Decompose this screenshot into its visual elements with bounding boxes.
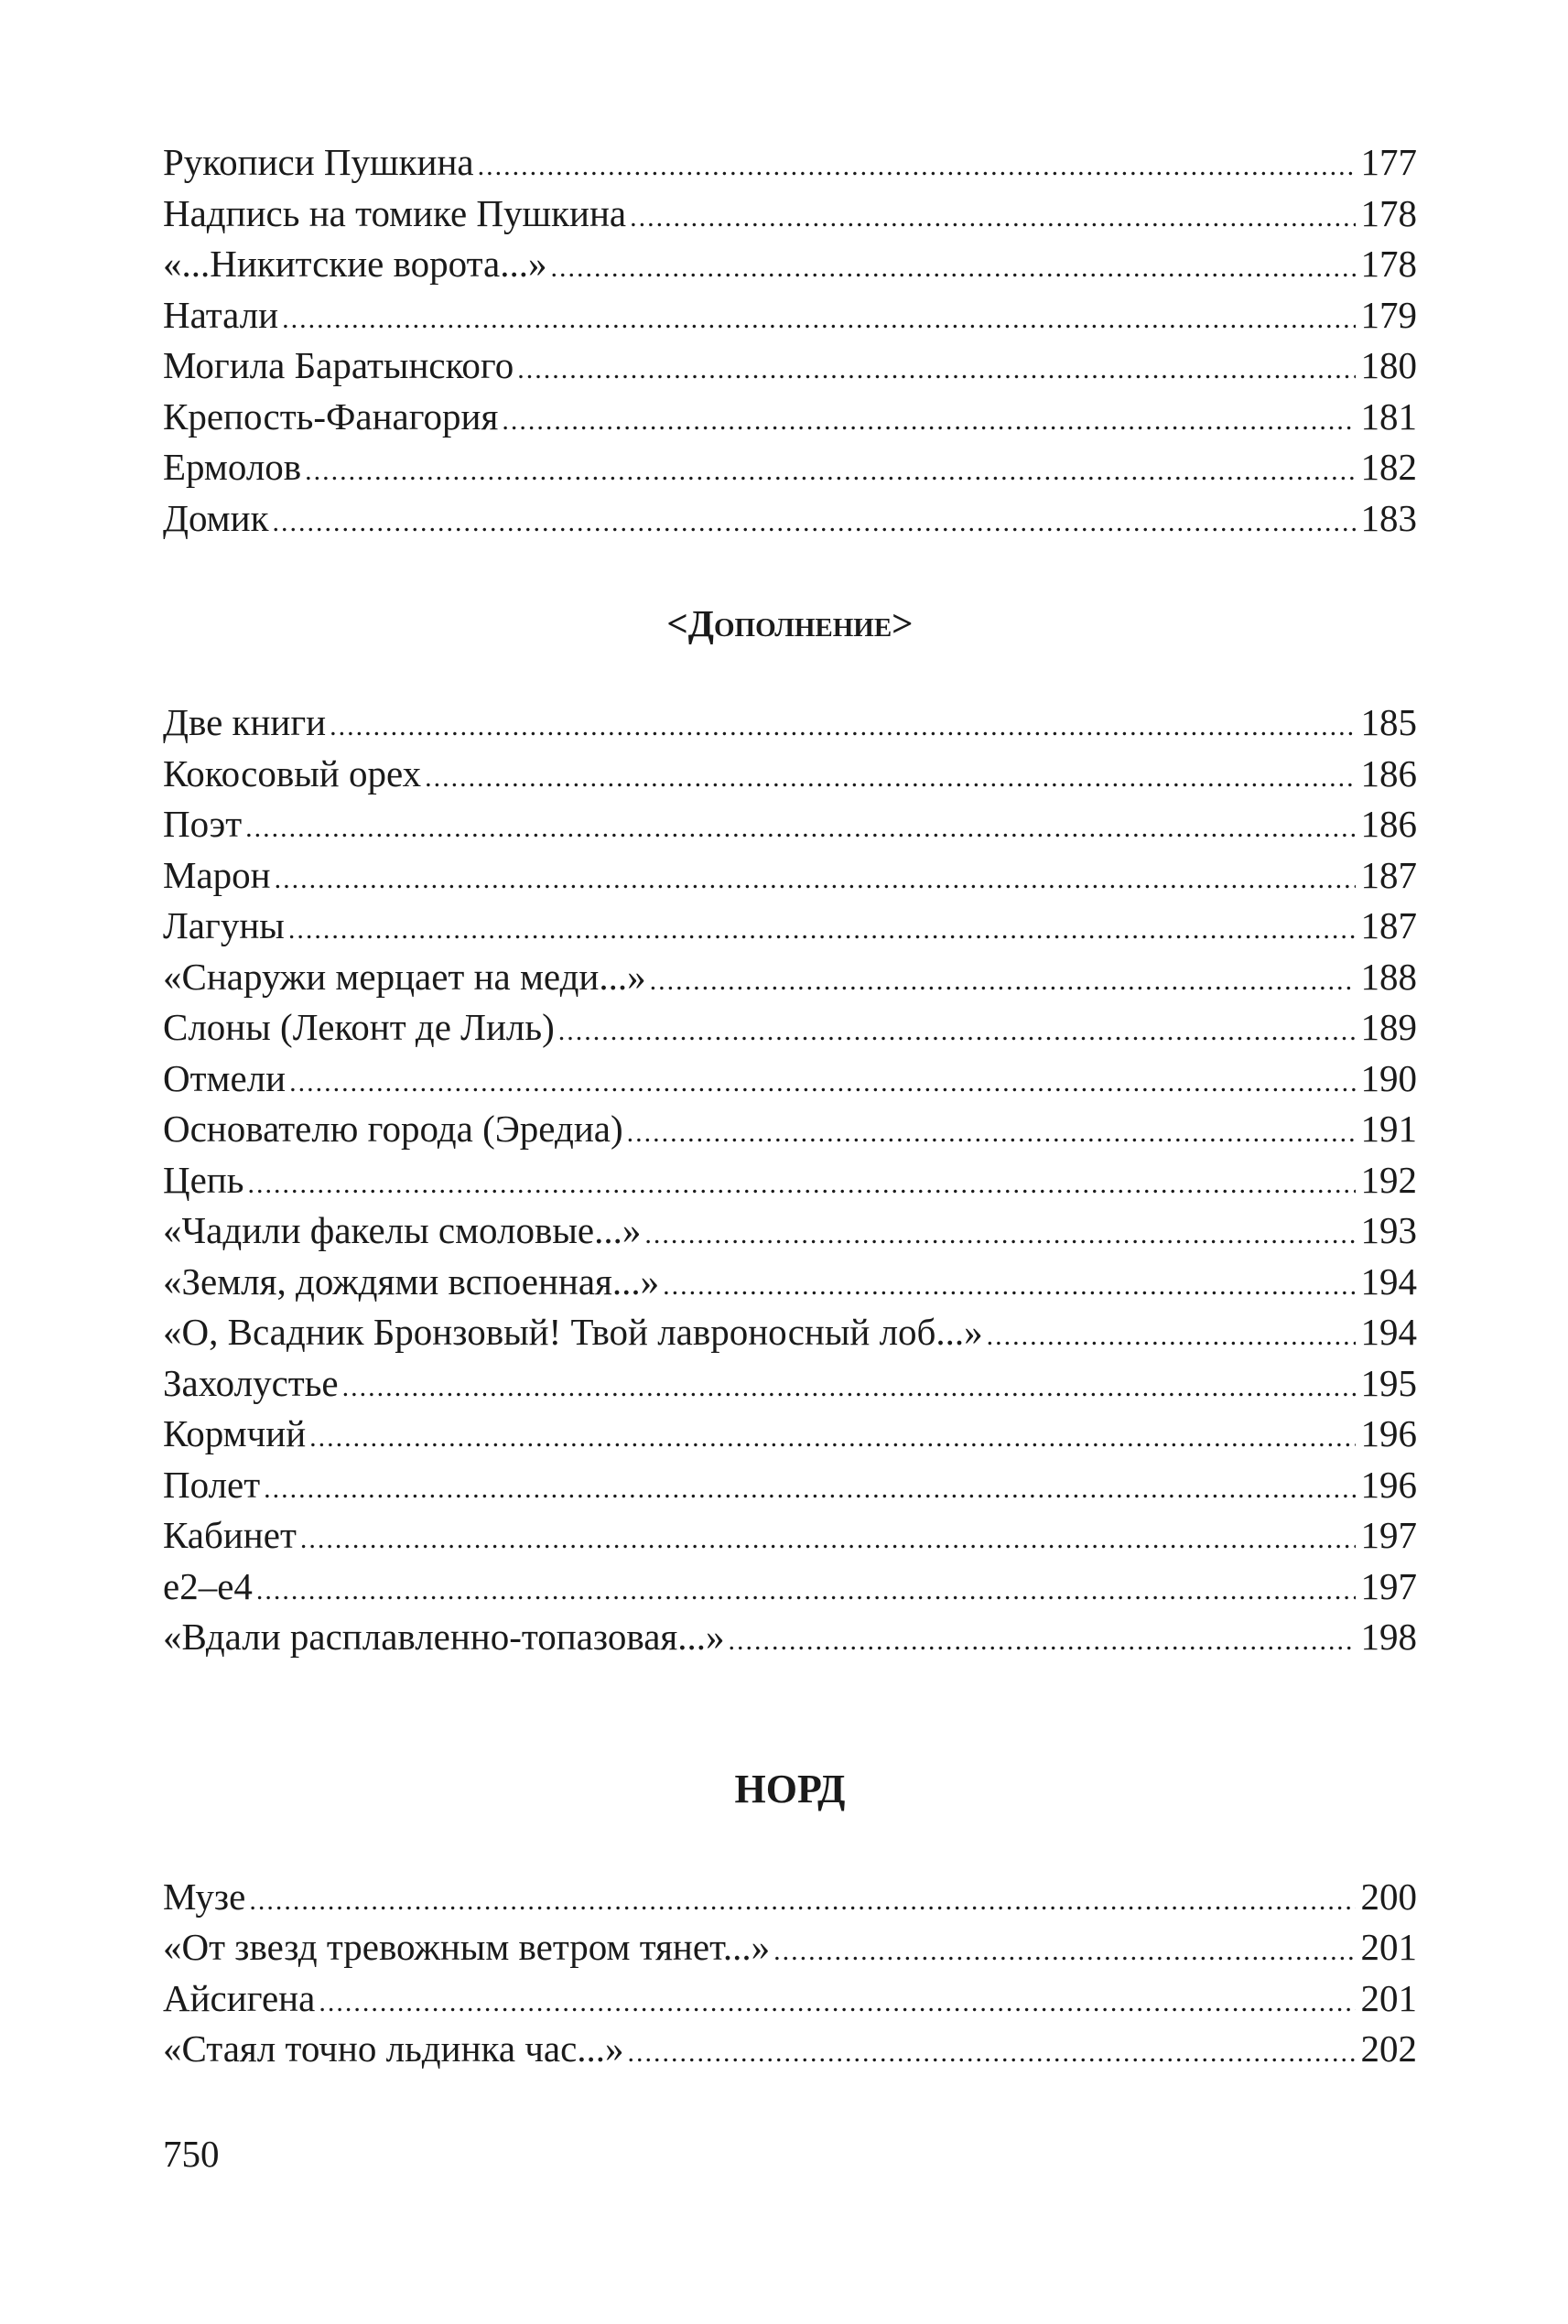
dot-leader (305, 446, 1355, 497)
toc-entry-title: Отмели (163, 1056, 287, 1099)
toc-entry-title: «Вдали расплавленно-топазовая...» (163, 1616, 725, 1658)
toc-entry-page: 193 (1360, 1209, 1417, 1251)
toc-entry-title: Домик (163, 496, 269, 539)
toc-entry-page: 186 (1360, 751, 1417, 794)
toc-entry (163, 1155, 1417, 1206)
toc-entry-title: Марон (163, 853, 271, 896)
toc-entry-title: е2–е4 (163, 1564, 253, 1607)
toc-entry-page: 196 (1360, 1412, 1417, 1454)
toc-entry-title: Цепь (163, 1158, 244, 1201)
toc-entry (163, 1409, 1417, 1460)
toc-entry-page: 185 (1360, 701, 1417, 743)
dot-leader (425, 752, 1355, 804)
toc-entry-page: 186 (1360, 803, 1417, 845)
dot-leader (773, 1926, 1355, 1977)
toc-entry (163, 1358, 1417, 1410)
page-number: 750 (163, 2133, 220, 2175)
toc-entry-page: 202 (1360, 2027, 1417, 2070)
dot-leader (342, 1362, 1356, 1413)
toc-entry-title: Основателю города (Эредиа) (163, 1108, 623, 1150)
dot-leader (309, 1412, 1355, 1464)
toc-entry-page: 191 (1360, 1108, 1417, 1150)
toc-entry-title: «...Никитские ворота...» (163, 243, 547, 285)
toc-entry-page: 192 (1360, 1158, 1417, 1201)
toc-entry-page: 179 (1360, 293, 1417, 336)
toc-section-supplement (163, 697, 1417, 1663)
toc-entry-page: 177 (1360, 141, 1417, 183)
dot-leader (245, 803, 1355, 854)
toc-entry-title: Лагуны (163, 904, 285, 946)
dot-leader (644, 1209, 1355, 1260)
dot-leader (630, 192, 1355, 243)
toc-entry (163, 2024, 1417, 2075)
toc-entry (163, 1922, 1417, 1973)
toc-entry-page: 183 (1360, 496, 1417, 539)
toc-entry (163, 952, 1417, 1003)
dot-leader (663, 1260, 1355, 1312)
toc-entry-page: 178 (1360, 191, 1417, 234)
toc-entry (163, 1205, 1417, 1257)
toc-entry-page: 187 (1360, 904, 1417, 946)
table-of-contents (163, 137, 1417, 2075)
toc-entry-title: Крепость-Фанагория (163, 395, 499, 438)
toc-entry (163, 1002, 1417, 1054)
toc-entry-page: 194 (1360, 1259, 1417, 1303)
toc-entry (163, 1307, 1417, 1358)
toc-entry-page: 190 (1360, 1056, 1417, 1099)
toc-entry-page: 180 (1360, 344, 1417, 386)
toc-entry-page: 189 (1360, 1006, 1417, 1048)
toc-entry-page: 181 (1360, 395, 1417, 438)
dot-leader (987, 1311, 1356, 1362)
toc-entry-title: Надпись на томике Пушкина (163, 191, 627, 234)
toc-entry-page: 195 (1360, 1361, 1417, 1404)
toc-entry-page: 196 (1360, 1463, 1417, 1506)
toc-entry-title: «Земля, дождями вспоенная...» (163, 1259, 660, 1303)
toc-entry-title: Натали (163, 293, 279, 336)
toc-entry (163, 901, 1417, 952)
toc-section-pushkin (163, 137, 1417, 544)
toc-entry-title: Рукописи Пушкина (163, 141, 474, 183)
toc-entry (163, 1973, 1417, 2025)
toc-entry-title: «Снаружи мерцает на меди...» (163, 955, 646, 998)
toc-entry (163, 392, 1417, 443)
toc-entry-title: Кабинет (163, 1514, 297, 1556)
toc-entry-page: 187 (1360, 853, 1417, 896)
dot-leader (729, 1616, 1356, 1667)
toc-entry-title: «Стаял точно льдинка час...» (163, 2027, 624, 2070)
toc-entry (163, 442, 1417, 493)
dot-leader (502, 395, 1355, 447)
toc-entry (163, 1054, 1417, 1105)
dot-leader (330, 701, 1355, 752)
toc-entry-title: Могила Баратынского (163, 344, 514, 386)
toc-entry-page: 197 (1360, 1564, 1417, 1607)
section-heading-supplement: <Дополнение> (666, 602, 914, 644)
toc-entry (163, 239, 1417, 290)
dot-leader (650, 956, 1356, 1007)
toc-entry-title: «Чадили факелы смоловые...» (163, 1209, 642, 1251)
toc-entry (163, 189, 1417, 240)
dot-leader (275, 854, 1356, 905)
toc-entry-title: Кормчий (163, 1412, 307, 1454)
toc-entry-title: Две книги (163, 701, 327, 743)
toc-entry-title: Айсигена (163, 1976, 316, 2019)
toc-entry-page: 197 (1360, 1514, 1417, 1556)
toc-entry (163, 1257, 1417, 1308)
toc-entry-page: 201 (1360, 1926, 1417, 1968)
dot-leader (478, 141, 1356, 192)
toc-entry-title: Захолустье (163, 1361, 339, 1404)
toc-entry-page: 188 (1360, 955, 1417, 998)
dot-leader (264, 1464, 1355, 1515)
dot-leader (273, 497, 1356, 548)
toc-entry (163, 1460, 1417, 1511)
toc-entry-title: Ермолов (163, 446, 302, 488)
toc-entry-title: «О, Всадник Бронзовый! Твой лавроносный лоб...» (163, 1311, 983, 1353)
dot-leader (300, 1514, 1356, 1565)
toc-entry-title: Кокосовый орех (163, 751, 422, 794)
dot-leader (517, 344, 1355, 395)
toc-section-nord (163, 1872, 1417, 2075)
toc-entry (163, 1562, 1417, 1613)
dot-leader (627, 1108, 1356, 1159)
dot-leader (551, 243, 1356, 294)
section-heading-nord: НОРД (734, 1766, 846, 1811)
dot-leader (319, 1977, 1355, 2028)
dot-leader (247, 1159, 1355, 1210)
toc-entry (163, 799, 1417, 850)
toc-entry (163, 749, 1417, 800)
toc-entry (163, 493, 1417, 545)
toc-entry (163, 1104, 1417, 1155)
toc-entry-title: «От звезд тревожным ветром тянет...» (163, 1926, 771, 1968)
toc-entry-page: 201 (1360, 1976, 1417, 2019)
toc-entry-page: 200 (1360, 1875, 1417, 1918)
toc-entry (163, 1872, 1417, 1923)
toc-entry-page: 182 (1360, 446, 1417, 488)
toc-entry-page: 178 (1360, 243, 1417, 285)
dot-leader (558, 1006, 1356, 1057)
toc-entry (163, 697, 1417, 749)
dot-leader (288, 904, 1356, 956)
toc-entry (163, 290, 1417, 341)
toc-entry-title: Поэт (163, 803, 243, 845)
toc-entry (163, 137, 1417, 189)
toc-entry-page: 194 (1360, 1311, 1417, 1353)
toc-entry-page: 198 (1360, 1616, 1417, 1658)
dot-leader (256, 1565, 1356, 1616)
toc-entry (163, 850, 1417, 902)
toc-entry-title: Музе (163, 1875, 246, 1918)
toc-entry-title: Слоны (Леконт де Лиль) (163, 1006, 555, 1048)
toc-entry (163, 1510, 1417, 1562)
dot-leader (289, 1057, 1355, 1108)
toc-entry (163, 1612, 1417, 1663)
toc-entry (163, 340, 1417, 392)
toc-entry-title: Полет (163, 1463, 261, 1506)
dot-leader (249, 1875, 1355, 1927)
dot-leader (282, 294, 1355, 345)
dot-leader (628, 2027, 1356, 2079)
